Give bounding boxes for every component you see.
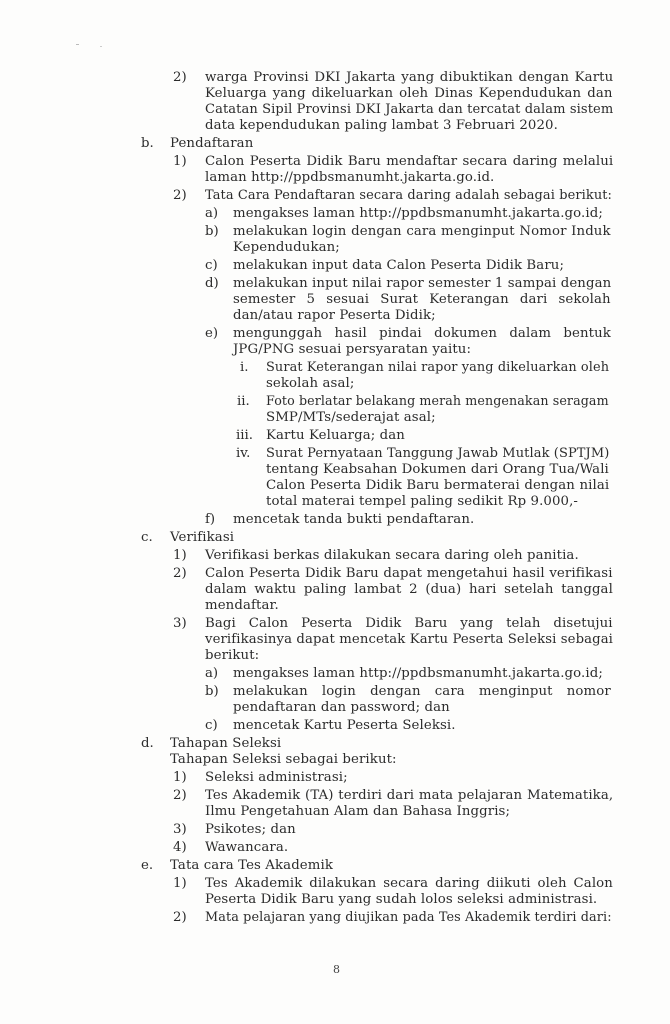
list-marker: e) — [205, 326, 219, 341]
text-line: Kependudukan; — [233, 240, 340, 255]
text-line: mencetak tanda bukti pendaftaran. — [233, 512, 475, 527]
text-line: Tes Akademik dilakukan secara daring diikuti oleh Calon — [205, 876, 613, 891]
text-line: Bagi Calon Peserta Didik Baru yang telah disetujui — [205, 616, 613, 631]
text-line: Tata Cara Pendaftaran secara daring adalah sebagai berikut: — [205, 188, 613, 203]
text-line: dan/atau rapor Peserta Didik; — [233, 308, 436, 323]
text-line: Wawancara. — [205, 840, 289, 855]
text-line: verifikasinya dapat mencetak Kartu Peserta Seleksi sebagai — [205, 632, 614, 647]
text-line: mendaftar. — [205, 598, 279, 613]
list-marker: d. — [141, 736, 154, 751]
list-marker: 4) — [173, 840, 187, 855]
text-line: mengakses laman http://ppdbsmanumht.jakarta.go.id; — [233, 666, 603, 681]
text-line: Psikotes; dan — [205, 822, 296, 837]
text-line: Kartu Keluarga; dan — [266, 428, 405, 443]
text-line: semester 5 sesuai Surat Keterangan dari sekolah — [233, 292, 611, 307]
text-line: total materai tempel paling sedikit Rp 9.000,- — [266, 494, 579, 509]
list-marker: 2) — [173, 910, 187, 925]
text-line: mengunggah hasil pindai dokumen dalam bentuk — [233, 326, 611, 341]
text-line: dalam waktu paling lambat 2 (dua) hari setelah tanggal — [205, 582, 613, 597]
list-marker: 2) — [173, 788, 187, 803]
scan-speck — [76, 44, 79, 45]
list-marker: c. — [141, 530, 153, 545]
text-line: warga Provinsi DKI Jakarta yang dibuktikan dengan Kartu — [205, 70, 614, 85]
text-line: Calon Peserta Didik Baru dapat mengetahui hasil verifikasi — [205, 566, 613, 581]
text-line: Verifikasi berkas dilakukan secara daring oleh panitia. — [205, 548, 579, 563]
list-marker: 1) — [173, 548, 187, 563]
text-line: Keluarga yang dikeluarkan oleh Dinas Kependudukan dan — [205, 86, 613, 101]
text-line: Mata pelajaran yang diujikan pada Tes Akademik terdiri dari: — [205, 910, 612, 925]
text-line: Tata cara Tes Akademik — [170, 858, 333, 873]
list-marker: 2) — [173, 566, 187, 581]
list-marker: 2) — [173, 70, 187, 85]
list-marker: f) — [205, 512, 216, 527]
text-line: Tahapan Seleksi sebagai berikut: — [170, 752, 397, 767]
text-line: Calon Peserta Didik Baru bermaterai dengan nilai — [266, 478, 610, 493]
text-line: Tahapan Seleksi — [170, 736, 282, 751]
list-marker: 2) — [173, 188, 187, 203]
text-line: melakukan login dengan cara menginput nomor — [233, 684, 611, 699]
list-marker: 3) — [173, 822, 187, 837]
text-line: Verifikasi — [170, 530, 235, 545]
list-marker: 3) — [173, 616, 187, 631]
list-marker: i. — [240, 360, 249, 375]
text-line: Pendaftaran — [170, 136, 254, 151]
list-marker: 1) — [173, 876, 187, 891]
list-marker: a) — [205, 206, 219, 221]
text-line: data kependudukan paling lambat 3 Februari 2020. — [205, 118, 558, 133]
list-marker: 1) — [173, 154, 187, 169]
text-line: Seleksi administrasi; — [205, 770, 348, 785]
list-marker: c) — [205, 258, 218, 273]
text-line: Calon Peserta Didik Baru mendaftar secara daring melalui — [205, 154, 614, 169]
list-marker: a) — [205, 666, 219, 681]
text-line: mengakses laman http://ppdbsmanumht.jakarta.go.id; — [233, 206, 603, 221]
text-line: Surat Keterangan nilai rapor yang dikeluarkan oleh — [266, 360, 610, 375]
text-line: Peserta Didik Baru yang sudah lolos seleksi administrasi. — [205, 892, 598, 907]
list-marker: b) — [205, 224, 219, 239]
list-marker: iv. — [236, 446, 251, 461]
text-line: JPG/PNG sesuai persyaratan yaitu: — [233, 342, 472, 357]
list-marker: e. — [141, 858, 154, 873]
list-marker: b. — [141, 136, 154, 151]
text-line: melakukan input nilai rapor semester 1 sampai dengan — [233, 276, 612, 291]
list-marker: c) — [205, 718, 218, 733]
text-line: melakukan input data Calon Peserta Didik Baru; — [233, 258, 565, 273]
page-number: 8 — [333, 963, 340, 976]
list-marker: ii. — [237, 394, 250, 409]
text-line: Foto berlatar belakang merah mengenakan seragam — [266, 394, 609, 409]
text-line: berikut: — [205, 648, 260, 663]
list-marker: d) — [205, 276, 219, 291]
text-line: tentang Keabsahan Dokumen dari Orang Tua/Wali — [266, 462, 609, 477]
text-line: mencetak Kartu Peserta Seleksi. — [233, 718, 456, 733]
text-line: pendaftaran dan password; dan — [233, 700, 450, 715]
text-line: melakukan login dengan cara menginput Nomor Induk — [233, 224, 611, 239]
list-marker: iii. — [236, 428, 253, 443]
text-line: sekolah asal; — [266, 376, 355, 391]
text-line: Surat Pernyataan Tanggung Jawab Mutlak (SPTJM) — [266, 446, 610, 461]
text-line: SMP/MTs/sederajat asal; — [266, 410, 436, 425]
text-line: laman http://ppdbsmanumht.jakarta.go.id. — [205, 170, 495, 185]
list-marker: 1) — [173, 770, 187, 785]
scan-speck — [100, 46, 102, 47]
text-line: Ilmu Pengetahuan Alam dan Bahasa Inggris; — [205, 804, 511, 819]
list-marker: b) — [205, 684, 219, 699]
text-line: Tes Akademik (TA) terdiri dari mata pelajaran Matematika, — [205, 788, 614, 803]
text-line: Catatan Sipil Provinsi DKI Jakarta dan tercatat dalam sistem — [205, 102, 614, 117]
